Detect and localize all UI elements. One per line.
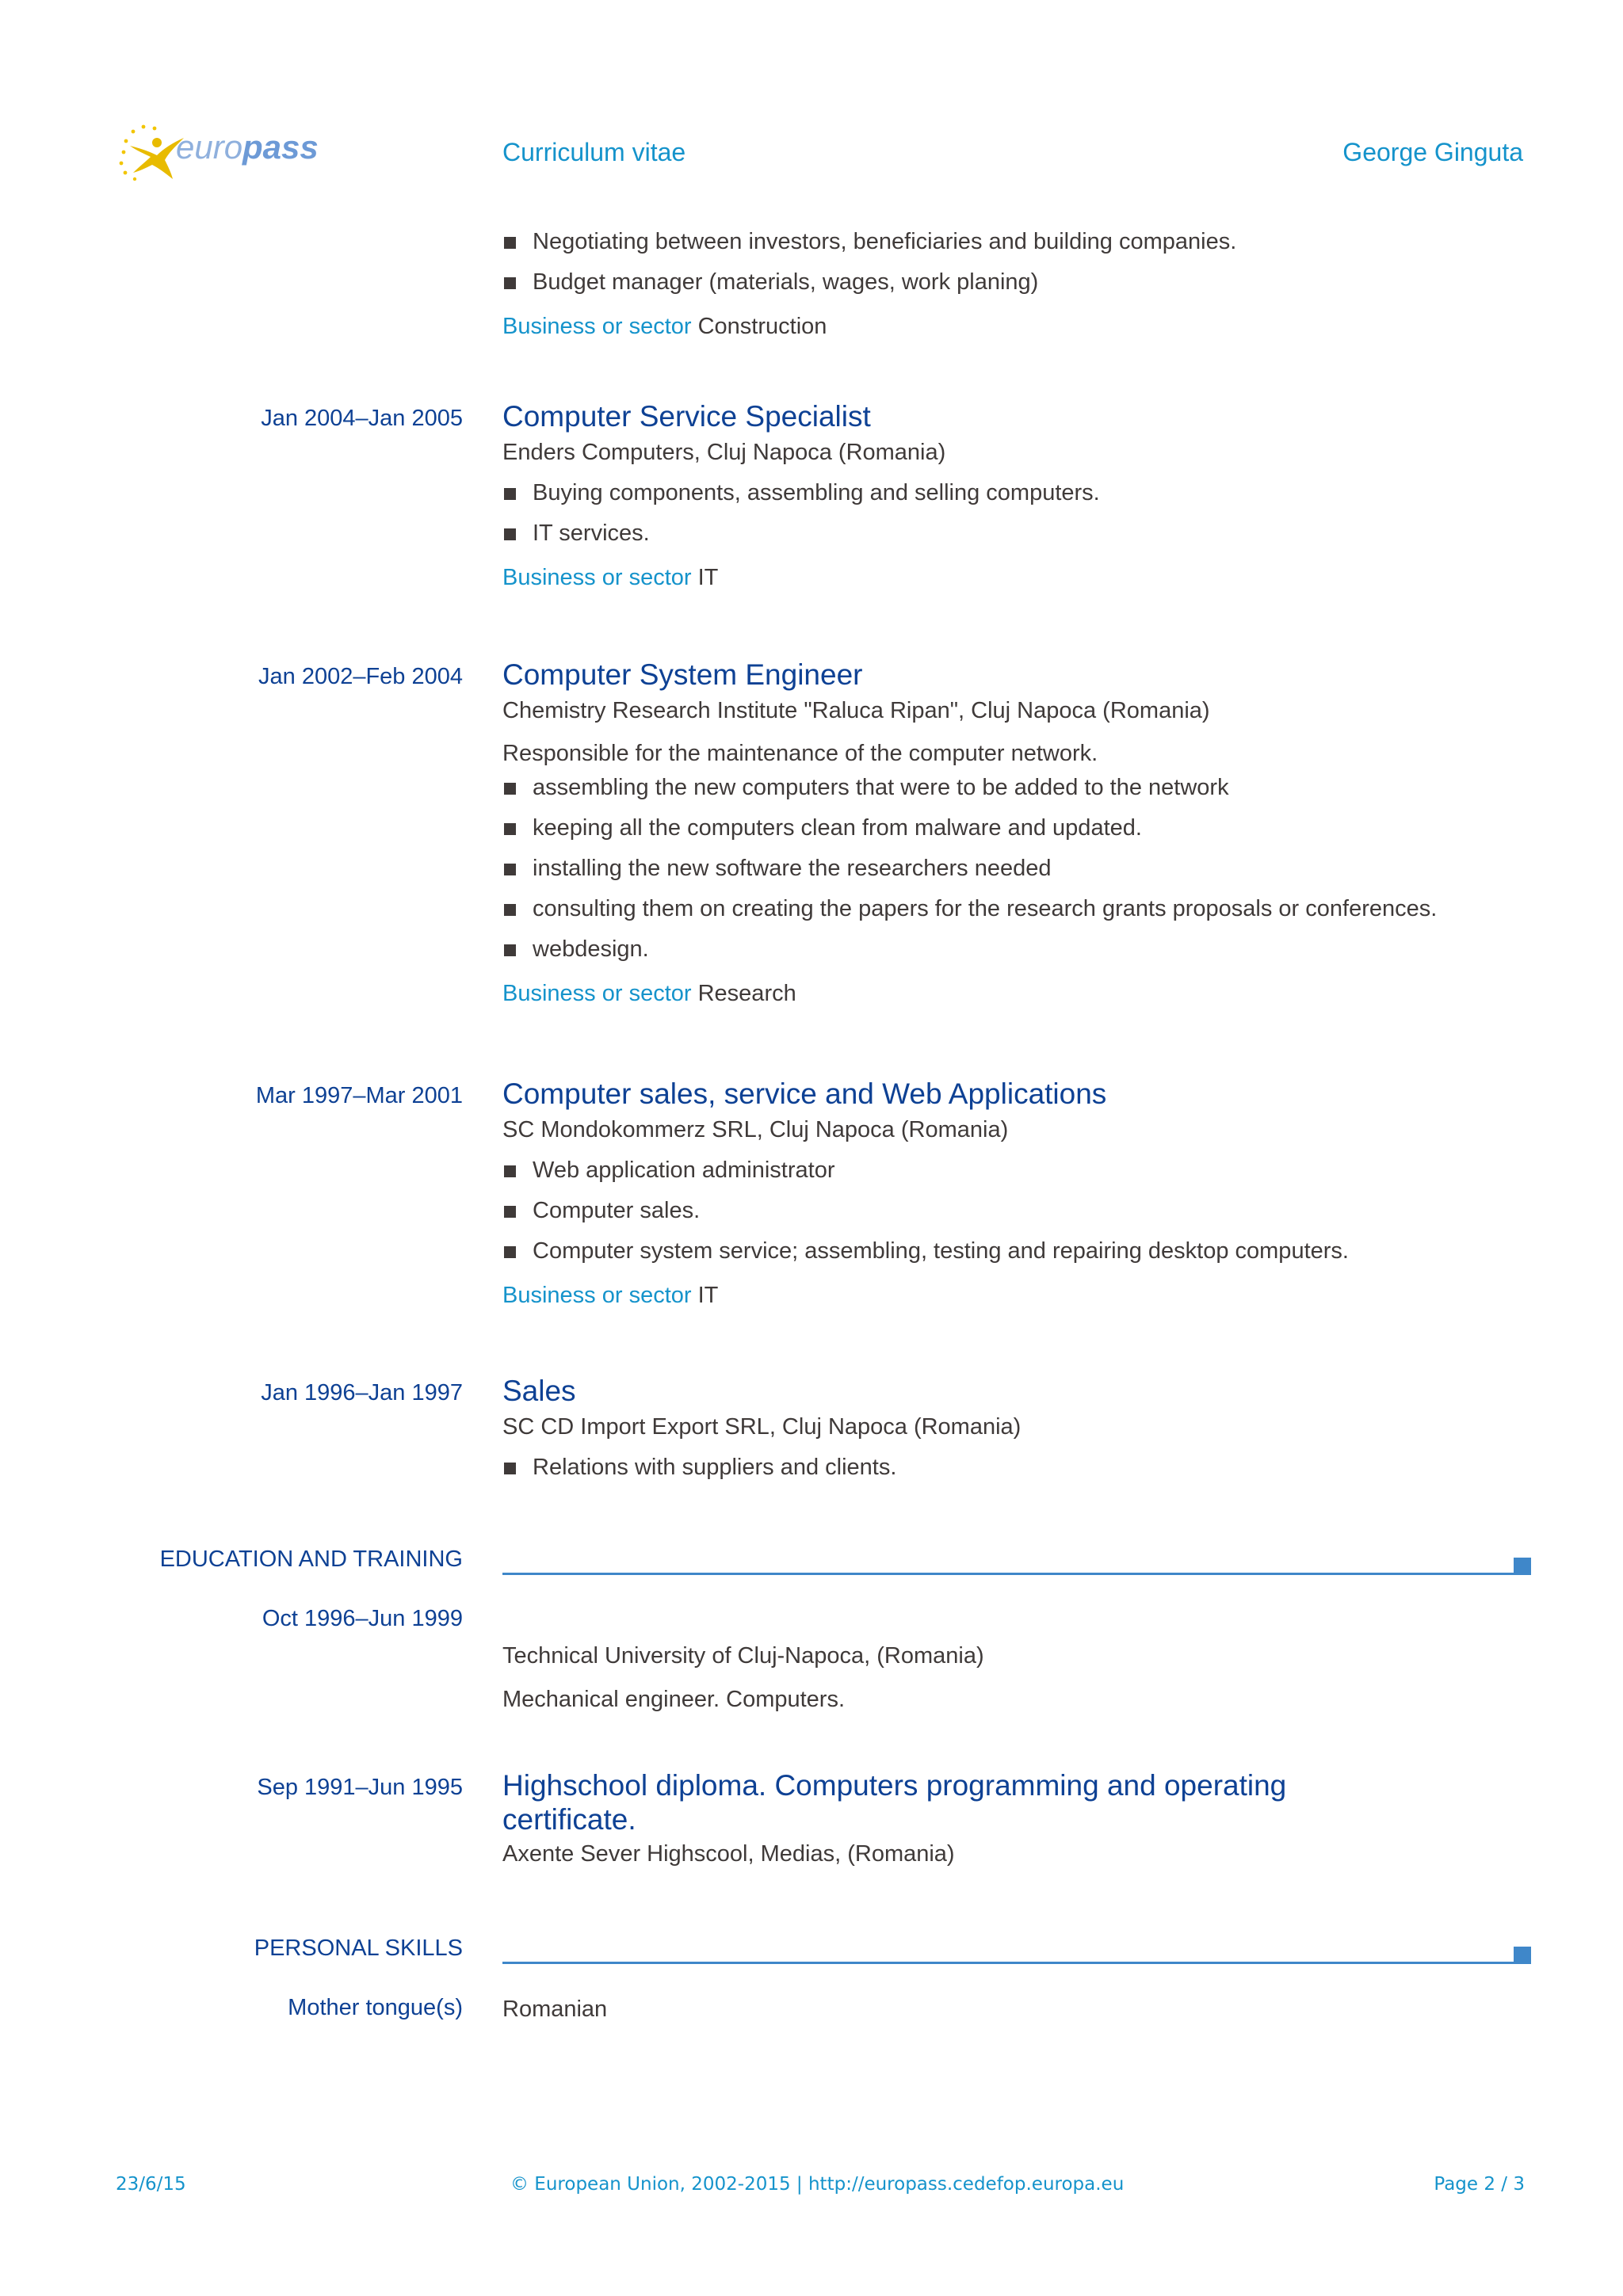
bullet-square-icon bbox=[504, 1206, 516, 1218]
business-sector: Business or sector IT bbox=[502, 1283, 719, 1308]
bullet-list bbox=[502, 768, 1533, 970]
bullet-square-icon bbox=[504, 488, 516, 500]
education-entry bbox=[502, 1768, 1533, 1868]
bullet-square-icon bbox=[504, 864, 516, 875]
list-item: assembling the new computers that were to be added to the network bbox=[502, 768, 1533, 808]
section-marker-square bbox=[1514, 1558, 1531, 1575]
bullet-square-icon bbox=[504, 783, 516, 795]
business-sector: Business or sector Construction bbox=[502, 314, 827, 339]
section-marker-square bbox=[1514, 1947, 1531, 1964]
education-description: Mechanical engineer. Computers. bbox=[502, 1687, 846, 1712]
job-entry bbox=[502, 399, 1533, 591]
job-entry bbox=[502, 1077, 1533, 1309]
europass-logo-graphic bbox=[116, 117, 338, 181]
section-divider bbox=[502, 1573, 1517, 1575]
logo-wordmark-pass: pass bbox=[242, 128, 319, 166]
employer: Enders Computers, Cluj Napoca (Romania) bbox=[502, 440, 946, 465]
bullet-square-icon bbox=[504, 237, 516, 249]
bullet-list bbox=[502, 473, 1533, 554]
bullet-square-icon bbox=[504, 1463, 516, 1474]
person-name: George Ginguta bbox=[1342, 138, 1523, 166]
list-item: Computer sales. bbox=[502, 1191, 1533, 1231]
list-item: IT services. bbox=[502, 513, 1533, 554]
list-item: installing the new software the researchers needed bbox=[502, 849, 1533, 889]
list-item: webdesign. bbox=[502, 929, 1533, 970]
section-divider bbox=[502, 1962, 1517, 1964]
list-item: Web application administrator bbox=[502, 1150, 1533, 1191]
previous-job-continuation bbox=[502, 222, 1533, 340]
employer: SC Mondokommerz SRL, Cluj Napoca (Romania) bbox=[502, 1117, 1009, 1142]
list-item: Negotiating between investors, beneficiaries and building companies. bbox=[502, 222, 1533, 262]
job-entry bbox=[502, 658, 1533, 1007]
logo-wordmark-euro: euro bbox=[176, 128, 243, 166]
section-heading-personal-skills: PERSONAL SKILLS bbox=[254, 1936, 463, 1961]
list-item: Relations with suppliers and clients. bbox=[502, 1447, 1533, 1488]
business-sector: Business or sector IT bbox=[502, 565, 719, 590]
employer: Chemistry Research Institute "Raluca Ripan", Cluj Napoca (Romania) bbox=[502, 698, 1210, 723]
job-description: Responsible for the maintenance of the computer network. bbox=[502, 741, 1098, 766]
job-dates: Mar 1997–Mar 2001 bbox=[255, 1083, 463, 1108]
bullet-square-icon bbox=[504, 823, 516, 835]
employer: SC CD Import Export SRL, Cluj Napoca (Romania) bbox=[502, 1414, 1022, 1440]
bullet-square-icon bbox=[504, 1246, 516, 1258]
bullet-square-icon bbox=[504, 1165, 516, 1177]
mother-tongue-value: Romanian bbox=[502, 1997, 608, 2022]
bullet-square-icon bbox=[504, 277, 516, 289]
job-dates: Jan 2002–Feb 2004 bbox=[258, 664, 463, 689]
bullet-list bbox=[502, 1447, 1533, 1488]
institution: Axente Sever Highscool, Medias, (Romania) bbox=[502, 1841, 955, 1867]
europass-logo bbox=[116, 117, 338, 181]
bullet-square-icon bbox=[504, 944, 516, 956]
job-title: Sales bbox=[502, 1375, 576, 1407]
bullet-square-icon bbox=[504, 528, 516, 540]
footer-copyright: © European Union, 2002-2015 | http://europass.cedefop.europa.eu bbox=[510, 2174, 1125, 2195]
education-entry bbox=[502, 1642, 1533, 1714]
business-sector: Business or sector Research bbox=[502, 981, 796, 1006]
bullet-list bbox=[502, 1150, 1533, 1272]
list-item: Budget manager (materials, wages, work planing) bbox=[502, 262, 1533, 303]
footer-date: 23/6/15 bbox=[116, 2174, 186, 2195]
list-item: keeping all the computers clean from malware and updated. bbox=[502, 808, 1533, 849]
job-title: Computer System Engineer bbox=[502, 658, 863, 691]
footer-page-number: Page 2 / 3 bbox=[1434, 2174, 1525, 2195]
job-title: Computer Service Specialist bbox=[502, 400, 871, 433]
job-title: Computer sales, service and Web Applications bbox=[502, 1077, 1107, 1110]
list-item: consulting them on creating the papers for the research grants proposals or conferences. bbox=[502, 889, 1533, 929]
institution: Technical University of Cluj-Napoca, (Romania) bbox=[502, 1643, 984, 1669]
job-entry bbox=[502, 1374, 1533, 1488]
qualification-title-line-2: certificate. bbox=[502, 1803, 636, 1836]
list-item: Buying components, assembling and selling computers. bbox=[502, 473, 1533, 513]
bullet-square-icon bbox=[504, 904, 516, 916]
qualification-title-line-1: Highschool diploma. Computers programming and operating bbox=[502, 1769, 1287, 1802]
education-dates: Sep 1991–Jun 1995 bbox=[257, 1775, 463, 1800]
bullet-list bbox=[502, 222, 1533, 303]
job-dates: Jan 1996–Jan 1997 bbox=[261, 1380, 463, 1405]
mother-tongue-label: Mother tongue(s) bbox=[288, 1995, 463, 2020]
section-heading-education: EDUCATION AND TRAINING bbox=[159, 1547, 463, 1572]
document-type-label: Curriculum vitae bbox=[502, 138, 686, 166]
education-dates: Oct 1996–Jun 1999 bbox=[262, 1606, 463, 1631]
job-dates: Jan 2004–Jan 2005 bbox=[261, 406, 463, 431]
list-item: Computer system service; assembling, testing and repairing desktop computers. bbox=[502, 1231, 1533, 1272]
